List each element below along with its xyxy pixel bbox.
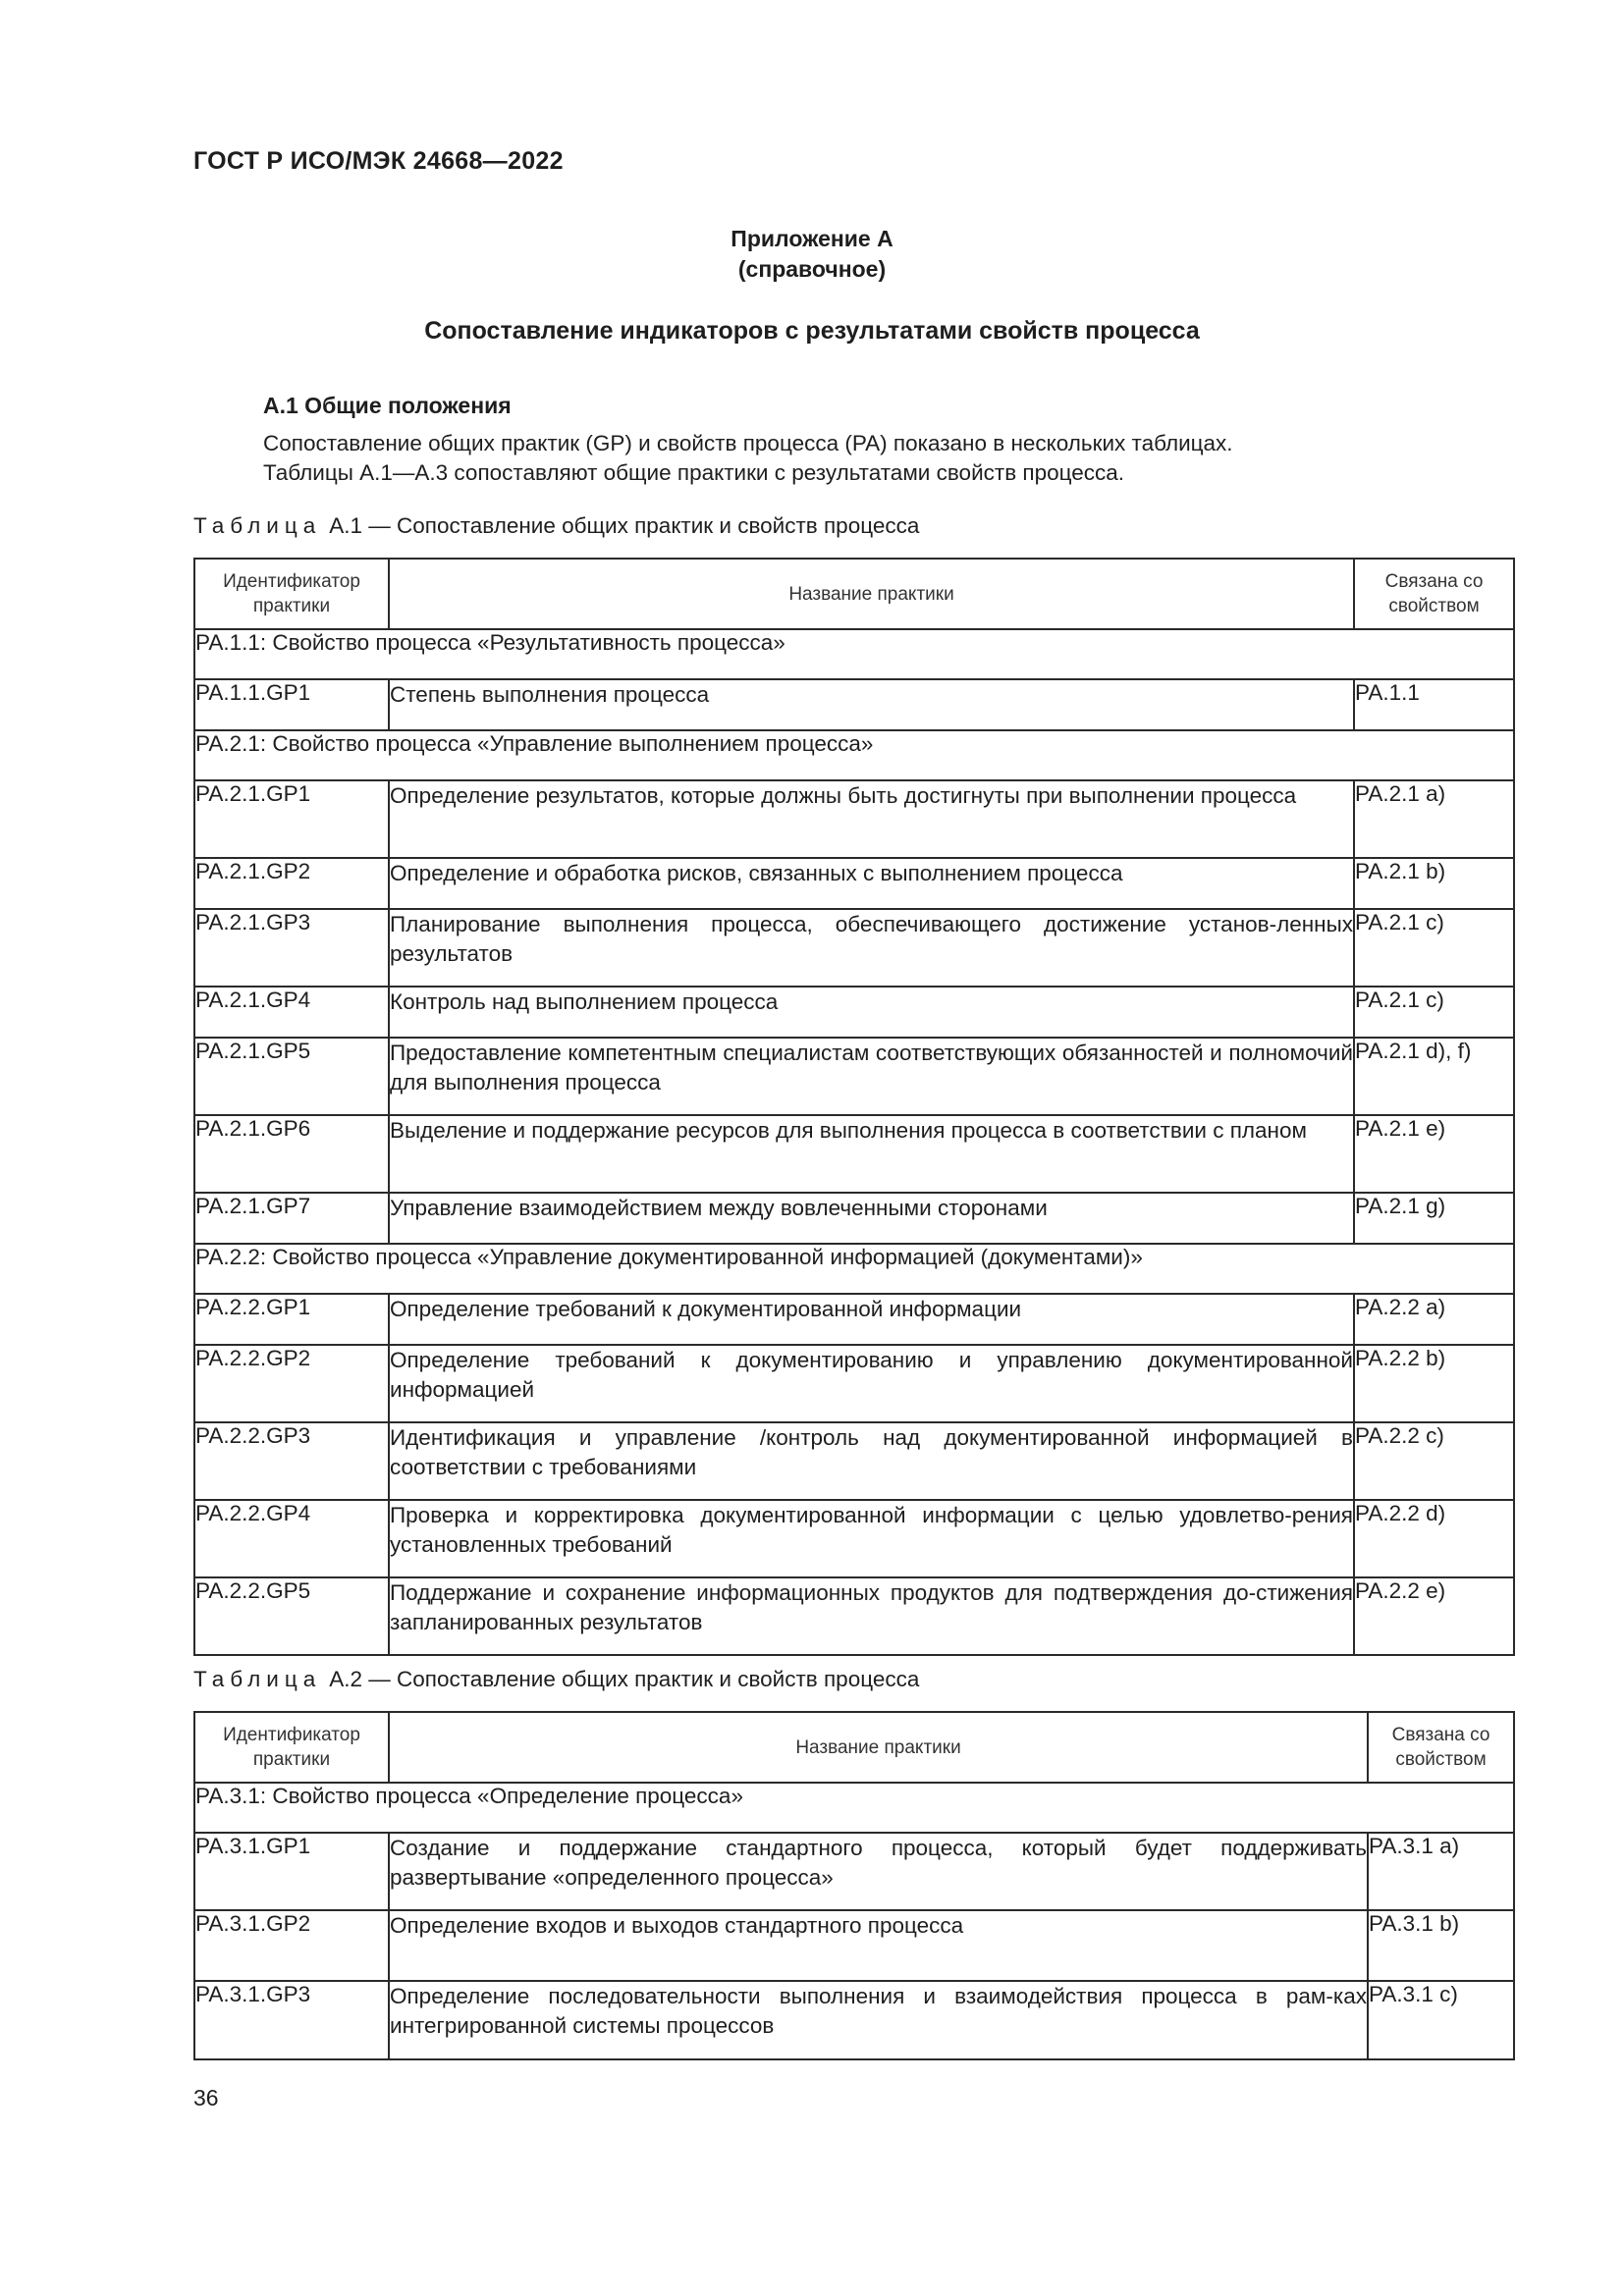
practice-name: Создание и поддержание стандартного процесса, который будет поддерживать развертывание «определенного процесса» xyxy=(389,1833,1368,1910)
annex-subtitle: (справочное) xyxy=(737,256,887,282)
table-row xyxy=(194,1345,1514,1422)
table-row xyxy=(194,1910,1514,1981)
group-title: PA.2.2: Свойство процесса «Управление документированной информацией (документами)» xyxy=(194,1244,1514,1294)
column-header-id: Идентификатор практики xyxy=(194,1712,389,1783)
group-row xyxy=(194,1783,1514,1833)
table-row xyxy=(194,1981,1514,2059)
practice-id: PA.2.1.GP7 xyxy=(194,1193,389,1244)
practice-ref: PA.3.1 c) xyxy=(1368,1981,1514,2059)
practice-ref: PA.2.2 d) xyxy=(1354,1500,1514,1577)
practice-id: PA.2.2.GP1 xyxy=(194,1294,389,1345)
column-header-ref: Связана со свойством xyxy=(1368,1712,1514,1783)
practice-ref: PA.2.2 b) xyxy=(1354,1345,1514,1422)
caption-text: А.1 — Сопоставление общих практик и свойств процесса xyxy=(329,513,920,538)
table-a2 xyxy=(193,1711,1515,2060)
practice-id: PA.2.1.GP4 xyxy=(194,987,389,1038)
page-number: 36 xyxy=(193,2085,219,2110)
column-header-ref: Связана со свойством xyxy=(1354,559,1514,629)
practice-name: Планирование выполнения процесса, обеспечивающего достижение установ-ленных результатов xyxy=(389,909,1354,987)
table-row xyxy=(194,909,1514,987)
practice-id: PA.2.2.GP3 xyxy=(194,1422,389,1500)
practice-id: PA.2.2.GP4 xyxy=(194,1500,389,1577)
practice-id: PA.2.1.GP5 xyxy=(194,1038,389,1115)
table-row xyxy=(194,1500,1514,1577)
group-title: PA.3.1: Свойство процесса «Определение процесса» xyxy=(194,1783,1514,1833)
practice-ref: PA.2.1 g) xyxy=(1354,1193,1514,1244)
practice-id: PA.2.1.GP1 xyxy=(194,780,389,858)
practice-id: PA.2.1.GP6 xyxy=(194,1115,389,1193)
practice-name: Определение последовательности выполнения и взаимодействия процесса в рам-ках интегрированной системы процессов xyxy=(389,1981,1368,2059)
table-row xyxy=(194,1115,1514,1193)
annex-title: Приложение А xyxy=(731,226,893,251)
practice-id: PA.1.1.GP1 xyxy=(194,679,389,730)
practice-name: Предоставление компетентным специалистам соответствующих обязанностей и полномочий для выполнения процесса xyxy=(389,1038,1354,1115)
practice-ref: PA.2.2 e) xyxy=(1354,1577,1514,1655)
group-row xyxy=(194,730,1514,780)
practice-id: PA.2.2.GP5 xyxy=(194,1577,389,1655)
practice-name: Управление взаимодействием между вовлеченными сторонами xyxy=(389,1193,1354,1244)
practice-id: PA.3.1.GP1 xyxy=(194,1833,389,1910)
group-row xyxy=(194,1244,1514,1294)
table-row xyxy=(194,1833,1514,1910)
caption-word: Таблица xyxy=(193,1667,322,1691)
table-row xyxy=(194,679,1514,730)
caption-text: А.2 — Сопоставление общих практик и свойств процесса xyxy=(329,1667,920,1691)
table-row xyxy=(194,1038,1514,1115)
practice-ref: PA.2.1 c) xyxy=(1354,987,1514,1038)
standard-designation: ГОСТ Р ИСО/МЭК 24668—2022 xyxy=(193,147,564,175)
practice-ref: PA.2.2 c) xyxy=(1354,1422,1514,1500)
practice-name: Определение требований к документированию и управлению документированной информацией xyxy=(389,1345,1354,1422)
practice-name: Степень выполнения процесса xyxy=(389,679,1354,730)
practice-name: Идентификация и управление /контроль над документированной информацией в соответствии с требованиями xyxy=(389,1422,1354,1500)
table-header-row xyxy=(194,559,1514,629)
practice-name: Определение требований к документированной информации xyxy=(389,1294,1354,1345)
table-row xyxy=(194,1577,1514,1655)
practice-ref: PA.2.1 c) xyxy=(1354,909,1514,987)
practice-ref: PA.2.1 e) xyxy=(1354,1115,1514,1193)
column-header-name: Название практики xyxy=(389,1712,1368,1783)
practice-ref: PA.3.1 a) xyxy=(1368,1833,1514,1910)
table-a2-caption xyxy=(193,1667,919,1692)
practice-id: PA.3.1.GP2 xyxy=(194,1910,389,1981)
practice-ref: PA.3.1 b) xyxy=(1368,1910,1514,1981)
table-row xyxy=(194,1193,1514,1244)
practice-name: Контроль над выполнением процесса xyxy=(389,987,1354,1038)
practice-name: Определение результатов, которые должны быть достигнуты при выполнении процесса xyxy=(389,780,1354,858)
section-heading: А.1 Общие положения xyxy=(263,393,512,418)
practice-ref: PA.2.2 a) xyxy=(1354,1294,1514,1345)
column-header-id: Идентификатор практики xyxy=(194,559,389,629)
table-a1 xyxy=(193,558,1515,1656)
practice-ref: PA.2.1 b) xyxy=(1354,858,1514,909)
table-a1-caption xyxy=(193,513,919,539)
table-row xyxy=(194,987,1514,1038)
practice-name: Поддержание и сохранение информационных продуктов для подтверждения до-стижения запланированных результатов xyxy=(389,1577,1354,1655)
caption-word: Таблица xyxy=(193,513,322,538)
group-title: PA.2.1: Свойство процесса «Управление выполнением процесса» xyxy=(194,730,1514,780)
practice-id: PA.2.1.GP3 xyxy=(194,909,389,987)
practice-id: PA.3.1.GP3 xyxy=(194,1981,389,2059)
table-row xyxy=(194,858,1514,909)
practice-name: Проверка и корректировка документированной информации с целью удовлетво-рения установленных требований xyxy=(389,1500,1354,1577)
table-row xyxy=(194,1422,1514,1500)
practice-ref: PA.2.1 a) xyxy=(1354,780,1514,858)
group-title: PA.1.1: Свойство процесса «Результативность процесса» xyxy=(194,629,1514,679)
practice-name: Определение входов и выходов стандартного процесса xyxy=(389,1910,1368,1981)
paragraph-2: Таблицы А.1—А.3 сопоставляют общие практики с результатами свойств процесса. xyxy=(263,460,1125,485)
group-row xyxy=(194,629,1514,679)
column-header-name: Название практики xyxy=(389,559,1354,629)
practice-name: Выделение и поддержание ресурсов для выполнения процесса в соответствии с планом xyxy=(389,1115,1354,1193)
table-row xyxy=(194,1294,1514,1345)
table-row xyxy=(194,780,1514,858)
table-header-row xyxy=(194,1712,1514,1783)
practice-ref: PA.1.1 xyxy=(1354,679,1514,730)
practice-ref: PA.2.1 d), f) xyxy=(1354,1038,1514,1115)
practice-name: Определение и обработка рисков, связанных с выполнением процесса xyxy=(389,858,1354,909)
practice-id: PA.2.1.GP2 xyxy=(194,858,389,909)
annex-main-title: Сопоставление индикаторов с результатами свойств процесса xyxy=(424,317,1200,345)
paragraph-1: Сопоставление общих практик (GP) и свойств процесса (PA) показано в нескольких таблицах. xyxy=(263,431,1233,455)
practice-id: PA.2.2.GP2 xyxy=(194,1345,389,1422)
